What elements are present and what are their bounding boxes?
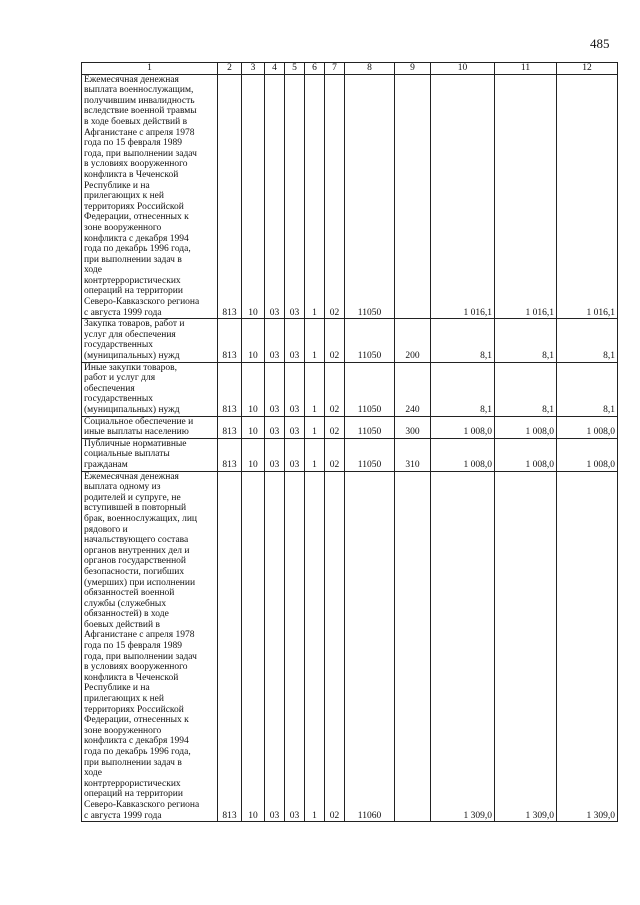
cell-col-6: 1	[305, 416, 325, 438]
page-number: 485	[590, 36, 610, 51]
cell-col-3: 10	[242, 471, 265, 822]
cell-col-8: 11050	[345, 74, 395, 319]
cell-col-5: 03	[285, 438, 305, 471]
cell-col-3: 10	[242, 319, 265, 362]
column-header: 1	[82, 63, 218, 75]
column-header: 7	[325, 63, 345, 75]
cell-col-5: 03	[285, 319, 305, 362]
cell-col-3: 10	[242, 74, 265, 319]
table-row	[82, 438, 618, 471]
cell-col-11: 1 309,0	[495, 471, 557, 822]
cell-col-4: 03	[265, 416, 285, 438]
row-description: Иные закупки товаров, работ и услуг для обеспечения государственных (муниципальных) нужд	[82, 362, 218, 416]
cell-col-2: 813	[218, 74, 242, 319]
row-description: Закупка товаров, работ и услуг для обеспечения государственных (муниципальных) нужд	[82, 319, 218, 362]
cell-col-8: 11060	[345, 471, 395, 822]
cell-col-12: 1 008,0	[557, 438, 618, 471]
cell-col-6: 1	[305, 319, 325, 362]
cell-col-10: 1 008,0	[431, 438, 495, 471]
row-description: Ежемесячная денежная выплата военнослужащим, получившим инвалидность вследствие военной травмы в ходе боевых действий в Афганистане с апреля 1978 года по 15 февраля 1989 года, при выполнении задач в условиях вооруженного конфликта в Чеченской Республике и на прилегающих к ней территориях Российской Федерации, отнесенных к зоне вооруженного конфликта с декабря 1994 года по декабрь 1996 года, при выполнении задач в ходе контртеррористических операций на территории Северо-Кавказского региона с августа 1999 года	[82, 74, 218, 319]
cell-col-10: 8,1	[431, 362, 495, 416]
cell-col-10: 1 016,1	[431, 74, 495, 319]
cell-col-9: 240	[395, 362, 431, 416]
cell-col-7: 02	[325, 438, 345, 471]
budget-table	[81, 62, 618, 822]
table-row	[82, 74, 618, 319]
cell-col-6: 1	[305, 471, 325, 822]
cell-col-5: 03	[285, 362, 305, 416]
cell-col-2: 813	[218, 319, 242, 362]
column-header: 4	[265, 63, 285, 75]
cell-col-4: 03	[265, 438, 285, 471]
row-description: Ежемесячная денежная выплата одному из родителей и супруге, не вступившей в повторный брак, военнослужащих, лиц рядового и начальствующего состава органов внутренних дел и органов государственной безопасности, погибших (умерших) при исполнении обязанностей военной службы (служебных обязанностей) в ходе боевых действий в Афганистане с апреля 1978 года по 15 февраля 1989 года, при выполнении задач в условиях вооруженного конфликта в Чеченской Республике и на прилегающих к ней территориях Российской Федерации, отнесенных к зоне вооруженного конфликта с декабря 1994 года по декабрь 1996 года, при выполнении задач в ходе контртеррористических операций на территории Северо-Кавказского региона с августа 1999 года	[82, 471, 218, 822]
cell-col-6: 1	[305, 74, 325, 319]
row-description: Социальное обеспечение и иные выплаты населению	[82, 416, 218, 438]
column-header: 10	[431, 63, 495, 75]
cell-col-7: 02	[325, 471, 345, 822]
cell-col-2: 813	[218, 471, 242, 822]
cell-col-5: 03	[285, 74, 305, 319]
cell-col-11: 8,1	[495, 362, 557, 416]
cell-col-9: 300	[395, 416, 431, 438]
cell-col-8: 11050	[345, 416, 395, 438]
cell-col-9: 310	[395, 438, 431, 471]
cell-col-8: 11050	[345, 438, 395, 471]
table-row	[82, 416, 618, 438]
cell-col-12: 8,1	[557, 319, 618, 362]
cell-col-10: 1 309,0	[431, 471, 495, 822]
cell-col-10: 1 008,0	[431, 416, 495, 438]
cell-col-7: 02	[325, 319, 345, 362]
table-row	[82, 362, 618, 416]
table-header-row	[82, 63, 618, 75]
cell-col-4: 03	[265, 471, 285, 822]
cell-col-2: 813	[218, 362, 242, 416]
cell-col-9: 200	[395, 319, 431, 362]
table-row	[82, 471, 618, 822]
column-header: 2	[218, 63, 242, 75]
cell-col-5: 03	[285, 416, 305, 438]
cell-col-11: 8,1	[495, 319, 557, 362]
cell-col-11: 1 016,1	[495, 74, 557, 319]
cell-col-4: 03	[265, 362, 285, 416]
cell-col-6: 1	[305, 362, 325, 416]
column-header: 5	[285, 63, 305, 75]
cell-col-12: 8,1	[557, 362, 618, 416]
cell-col-8: 11050	[345, 362, 395, 416]
cell-col-3: 10	[242, 438, 265, 471]
cell-col-12: 1 309,0	[557, 471, 618, 822]
cell-col-4: 03	[265, 74, 285, 319]
cell-col-5: 03	[285, 471, 305, 822]
cell-col-2: 813	[218, 438, 242, 471]
column-header: 6	[305, 63, 325, 75]
cell-col-3: 10	[242, 416, 265, 438]
cell-col-10: 8,1	[431, 319, 495, 362]
cell-col-8: 11050	[345, 319, 395, 362]
cell-col-7: 02	[325, 416, 345, 438]
column-header: 9	[395, 63, 431, 75]
column-header: 11	[495, 63, 557, 75]
column-header: 12	[557, 63, 618, 75]
row-description: Публичные нормативные социальные выплаты гражданам	[82, 438, 218, 471]
cell-col-12: 1 016,1	[557, 74, 618, 319]
cell-col-9	[395, 471, 431, 822]
cell-col-11: 1 008,0	[495, 416, 557, 438]
table-row	[82, 319, 618, 362]
cell-col-6: 1	[305, 438, 325, 471]
cell-col-9	[395, 74, 431, 319]
cell-col-2: 813	[218, 416, 242, 438]
column-header: 8	[345, 63, 395, 75]
cell-col-7: 02	[325, 74, 345, 319]
cell-col-4: 03	[265, 319, 285, 362]
cell-col-12: 1 008,0	[557, 416, 618, 438]
cell-col-11: 1 008,0	[495, 438, 557, 471]
column-header: 3	[242, 63, 265, 75]
cell-col-3: 10	[242, 362, 265, 416]
cell-col-7: 02	[325, 362, 345, 416]
